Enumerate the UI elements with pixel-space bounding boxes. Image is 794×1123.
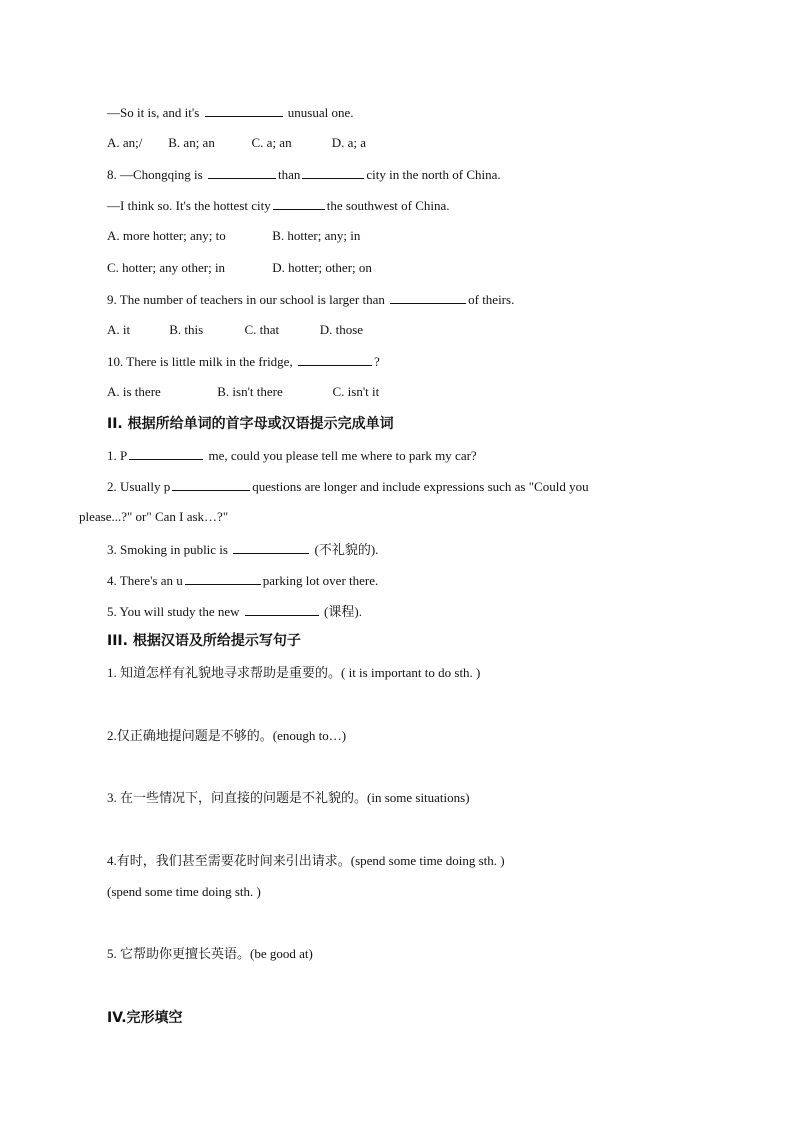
s2-blank-2[interactable] xyxy=(172,478,250,491)
q10-text-b: ? xyxy=(373,354,380,369)
s2-blank-5[interactable] xyxy=(245,603,319,616)
s3-item-4-hint: (spend some time doing sth. ) xyxy=(107,884,261,899)
q8-blank-3[interactable] xyxy=(273,197,325,210)
s2-item4-a: 4. There's an u xyxy=(107,573,183,588)
q7-answer-line xyxy=(107,104,354,121)
q8-option-d: D. hotter; other; on xyxy=(272,260,372,275)
q7-option-a: A. an;/ xyxy=(107,135,143,150)
s2-item-1 xyxy=(107,447,477,464)
s2-item-3 xyxy=(107,541,378,558)
s2-item1-b: me, could you please tell me where to park my car? xyxy=(208,448,477,463)
q10-question xyxy=(107,353,380,370)
q7-text-a: —So it is, and it's xyxy=(107,105,200,120)
q8-text-b: than xyxy=(277,167,301,182)
q9-text-b: of theirs. xyxy=(468,292,515,307)
s2-item3-a: 3. Smoking in public is xyxy=(107,542,228,557)
q7-option-c: C. a; an xyxy=(251,135,292,150)
q9-option-b: B. this xyxy=(169,322,204,337)
section2-title: II. 根据所给单词的首字母或汉语提示完成单词 xyxy=(107,416,394,432)
s2-item5-a: 5. You will study the new xyxy=(107,604,240,619)
q8-reply-a: —I think so. It's the hottest city xyxy=(107,198,271,213)
s2-item-2-cont: please...?" or" Can I ask…?" xyxy=(79,509,229,524)
s2-item5-b: (课程). xyxy=(324,604,362,619)
q7-options xyxy=(107,135,366,151)
s3-item-4: 4.有时，我们甚至需要花时间来引出请求。(spend some time doing sth. ) xyxy=(107,853,505,868)
q9-options xyxy=(107,322,363,338)
q8-blank-2[interactable] xyxy=(302,166,364,179)
s3-item-1: 1. 知道怎样有礼貌地寻求帮助是重要的。( it is important to do sth. ) xyxy=(107,665,481,680)
q8-reply-b: the southwest of China. xyxy=(326,198,450,213)
s3-item-3: 3. 在一些情况下，问直接的问题是不礼貌的。(in some situations) xyxy=(107,790,470,805)
q9-blank[interactable] xyxy=(390,291,466,304)
q7-option-d: D. a; a xyxy=(331,135,367,150)
q8-question xyxy=(107,166,501,183)
q9-option-d: D. those xyxy=(319,322,364,337)
q10-options xyxy=(107,384,379,400)
q8-text-a: 8. —Chongqing is xyxy=(107,167,203,182)
q8-option-c: C. hotter; any other; in xyxy=(107,260,226,275)
s2-blank-3[interactable] xyxy=(233,541,309,554)
q8-blank-1[interactable] xyxy=(208,166,276,179)
q9-option-c: C. that xyxy=(244,322,280,337)
s2-item2-a: 2. Usually p xyxy=(107,479,171,494)
s2-blank-4[interactable] xyxy=(185,572,261,585)
q10-blank[interactable] xyxy=(298,353,372,366)
q8-options-row2 xyxy=(107,260,372,276)
s2-item2-b: questions are longer and include expressions such as "Could you xyxy=(252,479,589,494)
q10-option-a: A. is there xyxy=(107,384,161,399)
s2-item-4 xyxy=(107,572,378,589)
s3-item-5: 5. 它帮助你更擅长英语。(be good at) xyxy=(107,946,313,961)
q10-text-a: 10. There is little milk in the fridge, xyxy=(107,354,293,369)
q8-text-c: city in the north of China. xyxy=(366,167,501,182)
q9-text-a: 9. The number of teachers in our school is larger than xyxy=(107,292,385,307)
s2-item-5 xyxy=(107,603,362,620)
section4-title: IV.完形填空 xyxy=(107,1010,183,1026)
q7-option-b: B. an; an xyxy=(168,135,215,150)
s2-item1-a: 1. P xyxy=(107,448,128,463)
s3-item-2: 2.仅正确地提问题是不够的。(enough to…) xyxy=(107,728,347,743)
q8-options-row1 xyxy=(107,228,360,244)
s2-blank-1[interactable] xyxy=(129,447,203,460)
section3-title: III. 根据汉语及所给提示写句子 xyxy=(107,633,301,649)
s2-item-2 xyxy=(107,478,589,495)
s2-item4-b: parking lot over there. xyxy=(262,573,379,588)
q8-option-a: A. more hotter; any; to xyxy=(107,228,226,243)
q9-option-a: A. it xyxy=(107,322,131,337)
q7-text-b: unusual one. xyxy=(287,105,354,120)
q8-reply xyxy=(107,197,450,214)
q8-option-b: B. hotter; any; in xyxy=(272,228,361,243)
s2-item3-b: (不礼貌的). xyxy=(314,542,379,557)
q10-option-c: C. isn't it xyxy=(332,384,380,399)
q7-blank[interactable] xyxy=(205,104,283,117)
q10-option-b: B. isn't there xyxy=(217,384,283,399)
q9-question xyxy=(107,291,514,308)
